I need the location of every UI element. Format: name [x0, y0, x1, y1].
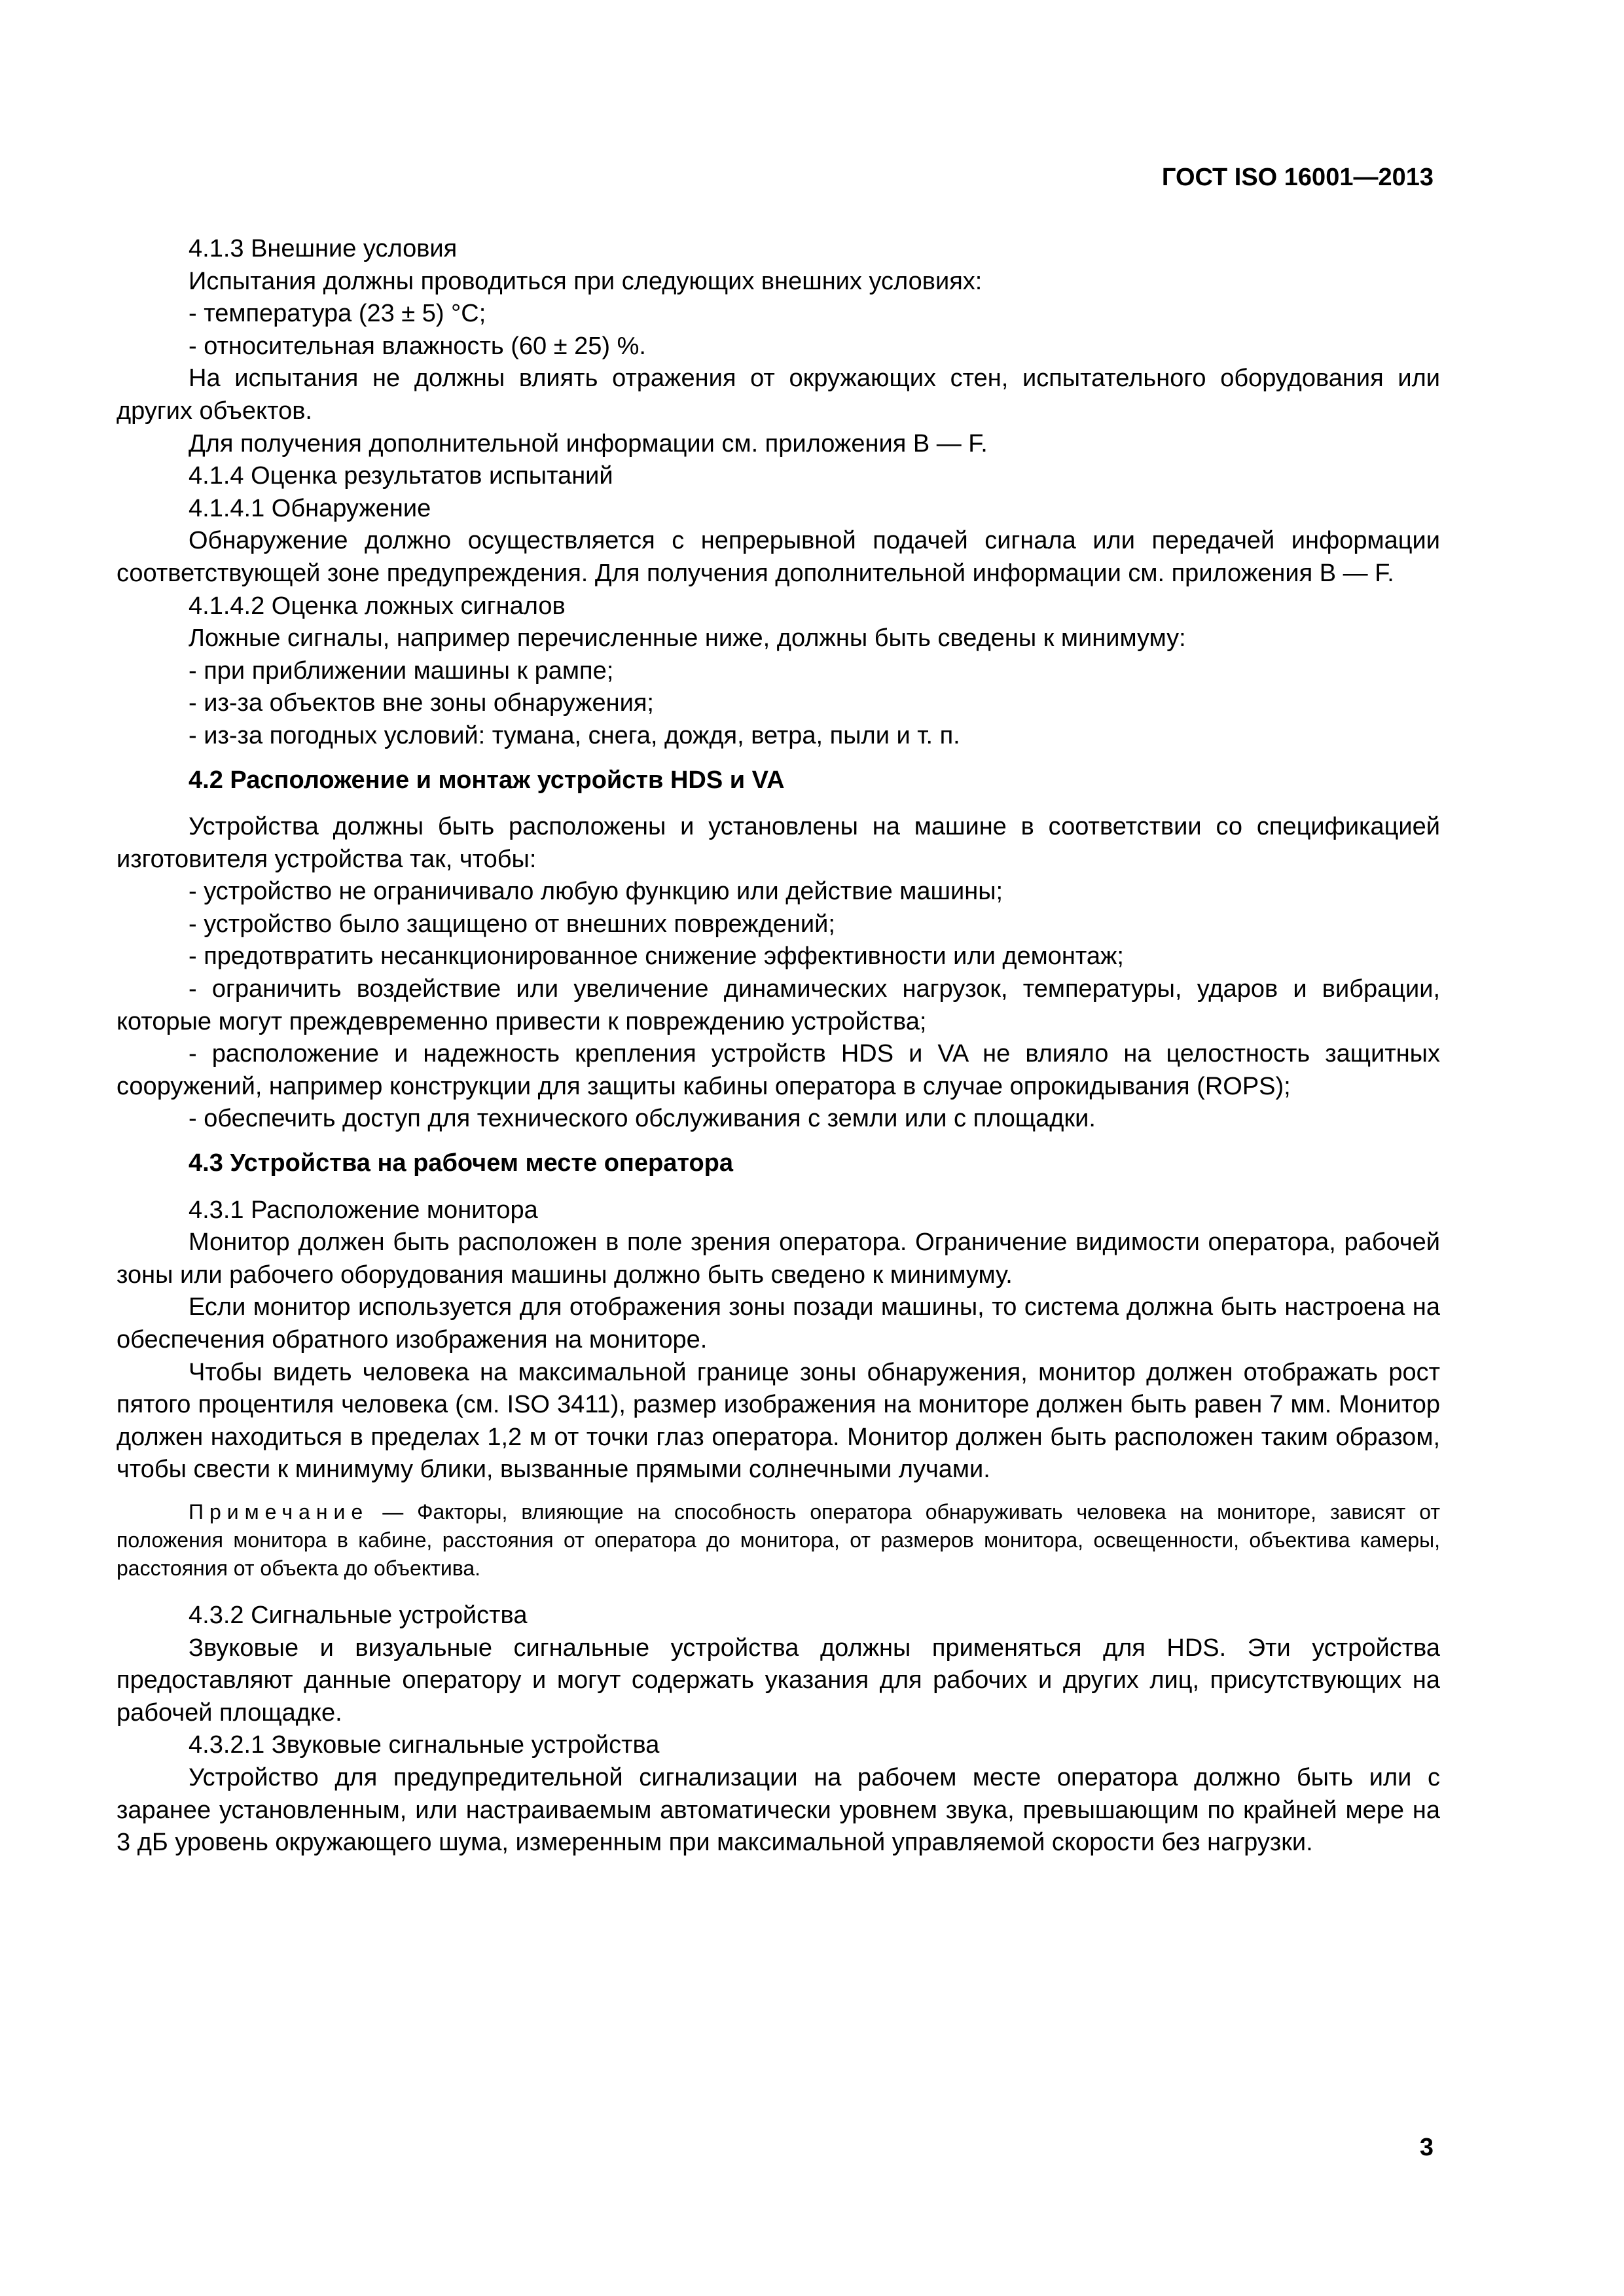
- list-item-no-restriction: - устройство не ограничивало любую функцию или действие машины;: [189, 878, 1003, 906]
- list-item-temperature: - температура (23 ± 5) °C;: [189, 300, 486, 328]
- section-4-2-heading: 4.2 Расположение и монтаж устройств HDS и VA: [189, 766, 785, 794]
- list-item-dynamic-loads: - ограничить воздействие или увеличение динамических нагрузок, температуры, ударов и вибрации, которые могут преждевременно привести к повреждению устройства;: [117, 975, 1440, 1035]
- section-4-2-intro: Устройства должны быть расположены и установлены на машине в соответствии со спецификацией изготовителя устройства так, чтобы:: [117, 813, 1440, 873]
- paragraph-detection: Обнаружение должно осуществляется с непрерывной подачей сигнала или передачей информации соответствующей зоне предупреждения. Для получения дополнительной информации см. приложения B — F.: [117, 527, 1440, 587]
- document-id-header: ГОСТ ISO 16001—2013: [1161, 164, 1434, 191]
- paragraph-audio-signal: Устройство для предупредительной сигнализации на рабочем месте оператора должно быть или с заранее установленным, или настраиваемым автоматически уровнем звука, превышающим по крайней мере на 3 дБ уровень окружающего шума, измеренным при максимальной управляемой скорости без нагрузки.: [117, 1763, 1440, 1857]
- section-4-1-4-2-title: 4.1.4.2 Оценка ложных сигналов: [189, 592, 566, 620]
- note-label: Примечание: [189, 1499, 369, 1524]
- section-4-3-heading: 4.3 Устройства на рабочем месте оператора: [189, 1149, 734, 1177]
- paragraph-monitor-image-size: Чтобы видеть человека на максимальной границе зоны обнаружения, монитор должен отображать рост пятого процентиля человека (см. ISO 3411), размер изображения на мониторе должен быть равен 7 мм. Монитор должен находиться в пределах 1,2 м от точки глаз оператора. Монитор должен быть расположен таким образом, чтобы свести к минимуму блики, вызванные прямыми солнечными лучами.: [117, 1358, 1440, 1484]
- section-4-1-4-1-title: 4.1.4.1 Обнаружение: [189, 494, 431, 522]
- section-4-3-2-title: 4.3.2 Сигнальные устройства: [189, 1601, 528, 1629]
- section-4-3-2-1-title: 4.3.2.1 Звуковые сигнальные устройства: [189, 1731, 660, 1759]
- paragraph-monitor-rear-view: Если монитор используется для отображения зоны позади машины, то система должна быть настроена на обеспечения обратного изображения на мониторе.: [117, 1293, 1440, 1354]
- paragraph-appendix-ref: Для получения дополнительной информации см. приложения B — F.: [189, 429, 988, 457]
- page-number: 3: [1419, 2134, 1434, 2161]
- note-text: — Факторы, влияющие на способность оператора обнаруживать человека на мониторе, зависят от положения монитора в кабине, расстояния от оператора до монитора, от размеров монитора, освещенности, объектива камеры, расстояния от объекта до объектива.: [117, 1499, 1440, 1580]
- list-item-prevent-removal: - предотвратить несанкционированное снижение эффективности или демонтаж;: [189, 942, 1124, 971]
- note-block: [117, 1498, 1440, 1583]
- section-4-1-3-intro: Испытания должны проводиться при следующих внешних условиях:: [189, 267, 983, 295]
- section-4-1-3-title: 4.1.3 Внешние условия: [189, 235, 458, 262]
- section-4-3-1-title: 4.3.1 Расположение монитора: [189, 1196, 538, 1224]
- list-item-ramp: - при приближении машины к рампе;: [189, 656, 614, 685]
- list-item-humidity: - относительная влажность (60 ± 25) %.: [189, 332, 646, 360]
- paragraph-signal-devices: Звуковые и визуальные сигнальные устройства должны применяться для HDS. Эти устройства предоставляют данные оператору и могут содержать указания для рабочих и других лиц, присутствующих на рабочей площадке.: [117, 1634, 1440, 1727]
- list-item-objects: - из-за объектов вне зоны обнаружения;: [189, 689, 654, 717]
- page-content: [117, 233, 1440, 1859]
- section-4-1-4-title: 4.1.4 Оценка результатов испытаний: [189, 462, 613, 490]
- paragraph-reflections: На испытания не должны влиять отражения от окружающих стен, испытательного оборудования или других объектов.: [117, 365, 1440, 425]
- list-item-protected: - устройство было защищено от внешних повреждений;: [189, 910, 835, 938]
- paragraph-monitor-position: Монитор должен быть расположен в поле зрения оператора. Ограничение видимости оператора, рабочей зоны или рабочего оборудования машины должно быть сведено к минимуму.: [117, 1229, 1440, 1289]
- list-item-weather: - из-за погодных условий: тумана, снега, дождя, ветра, пыли и т. п.: [189, 721, 960, 749]
- list-item-rops: - расположение и надежность крепления устройств HDS и VA не влияло на целостность защитных сооружений, например конструкции для защиты кабины оператора в случае опрокидывания (ROPS);: [117, 1040, 1440, 1100]
- list-item-maintenance-access: - обеспечить доступ для технического обслуживания с земли или с площадки.: [189, 1105, 1096, 1133]
- section-4-1-4-2-intro: Ложные сигналы, например перечисленные ниже, должны быть сведены к минимуму:: [189, 624, 1186, 653]
